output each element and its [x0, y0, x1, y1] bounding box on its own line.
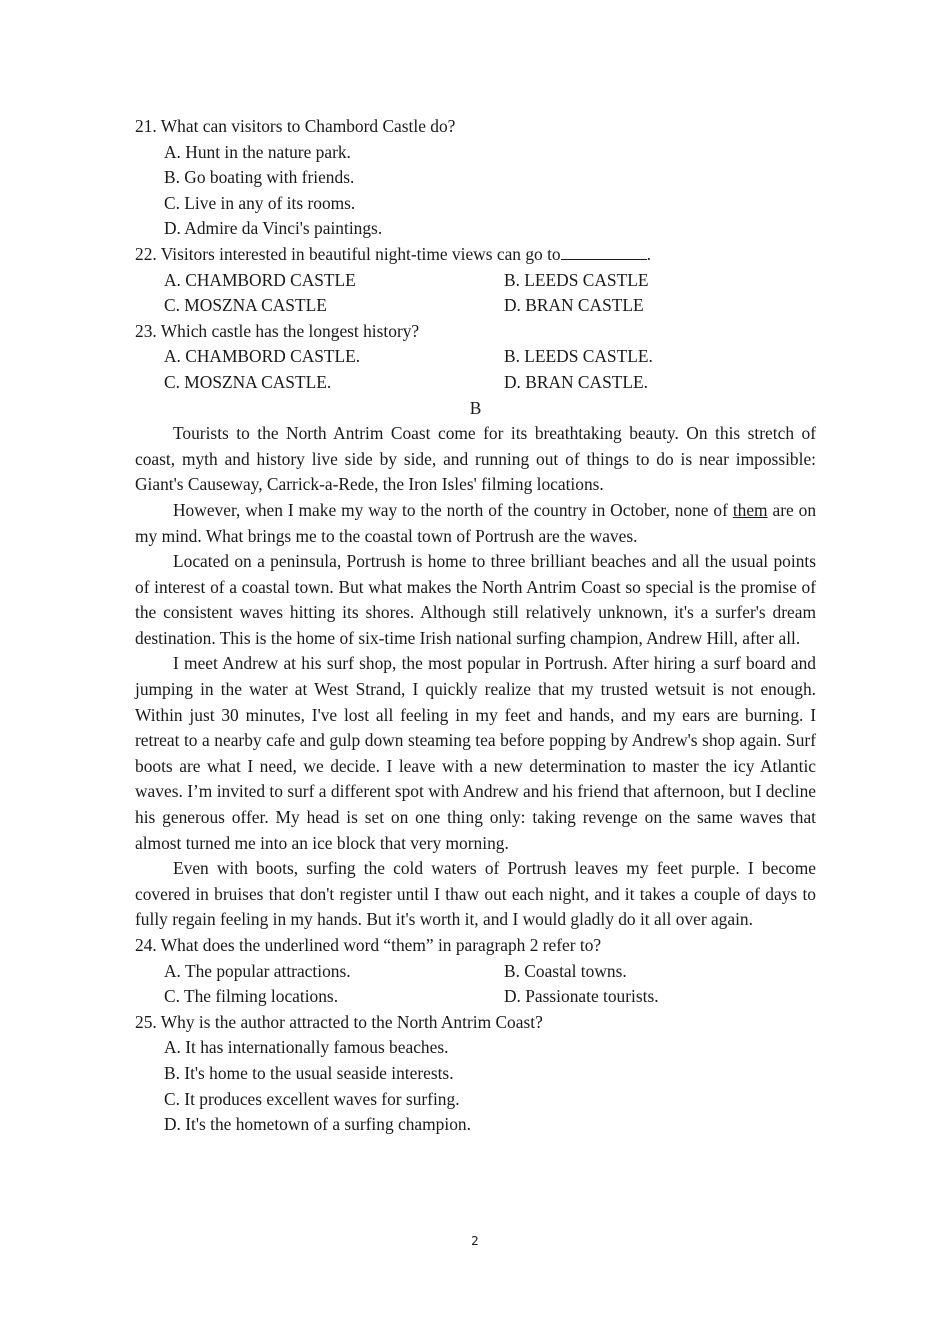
question-23-options-row-2 — [135, 370, 816, 396]
question-21 — [135, 114, 816, 242]
question-21-option-a: A. Hunt in the nature park. — [164, 141, 351, 162]
passage-paragraph-3: Located on a peninsula, Portrush is home to three brilliant beaches and all the usual points of interest of a coastal town. But what makes the North Antrim Coast so special is the promise of the consistent waves hitting its shores. Although still relatively unknown, it's a surfer's dream destination. This is the home of six-time Irish national surfing champion, Andrew Hill, after all. — [135, 551, 816, 648]
question-24-options-row-1 — [135, 959, 816, 985]
question-22-options-row-2 — [135, 293, 816, 319]
passage-b — [135, 396, 816, 933]
paragraph-2-text-end: are on my mind. What brings me to the coastal town of Portrush are the waves. — [135, 499, 817, 546]
question-21-option-d: D. Admire da Vinci's paintings. — [164, 218, 383, 239]
question-22-option-b: B. LEEDS CASTLE — [504, 269, 649, 290]
question-22 — [135, 242, 816, 319]
question-23-option-c: C. MOSZNA CASTLE. — [164, 371, 332, 392]
passage-paragraph-5: Even with boots, surfing the cold waters of Portrush leaves my feet purple. I become covered in bruises that don't register until I thaw out each night, and it takes a couple of days to fully regain feeling in my hands. But it's worth it, and I would gladly do it all over again. — [135, 858, 816, 930]
question-25-option-a: A. It has internationally famous beaches. — [164, 1037, 449, 1058]
question-22-option-d: D. BRAN CASTLE — [504, 295, 644, 316]
answer-blank — [561, 242, 647, 260]
question-23-option-d: D. BRAN CASTLE. — [504, 371, 648, 392]
document-page — [135, 114, 816, 1138]
question-21-stem: 21. What can visitors to Chambord Castle do? — [135, 116, 456, 136]
question-25-option-d: D. It's the hometown of a surfing champion. — [164, 1114, 471, 1135]
question-21-option-b: B. Go boating with friends. — [164, 167, 355, 188]
question-22-option-a: A. CHAMBORD CASTLE — [164, 269, 356, 290]
question-22-stem: 22. Visitors interested in beautiful night-time views can go to — [135, 243, 561, 264]
question-24-option-a: A. The popular attractions. — [164, 960, 351, 981]
question-22-options-row-1 — [135, 268, 816, 294]
question-24-option-b: B. Coastal towns. — [504, 960, 627, 981]
question-24-options-row-2 — [135, 984, 816, 1010]
section-label: B — [469, 397, 482, 418]
passage-paragraph-2 — [135, 498, 816, 549]
question-23-options-row-1 — [135, 344, 816, 370]
question-23-stem: 23. Which castle has the longest history? — [135, 320, 420, 341]
question-22-stem-line — [135, 242, 816, 268]
question-22-option-c: C. MOSZNA CASTLE — [164, 295, 327, 316]
question-24 — [135, 933, 816, 1010]
question-22-stem-end: . — [646, 243, 651, 264]
question-23-option-b: B. LEEDS CASTLE. — [504, 346, 653, 367]
question-25-option-b: B. It's home to the usual seaside interests. — [164, 1062, 454, 1083]
question-25 — [135, 1010, 816, 1138]
passage-paragraph-1: Tourists to the North Antrim Coast come for its breathtaking beauty. On this stretch of coast, myth and history live side by side, and running out of things to do is near impossible: Giant's Causeway, Carrick-a-Rede, the Iron Isles' filming locations. — [135, 423, 816, 495]
question-25-option-c: C. It produces excellent waves for surfing. — [164, 1088, 460, 1109]
paragraph-2-text-start: However, when I make my way to the north of the country in October, none of — [173, 499, 728, 520]
underlined-word: them — [732, 499, 768, 520]
question-23-option-a: A. CHAMBORD CASTLE. — [164, 346, 361, 367]
question-24-stem: 24. What does the underlined word “them” in paragraph 2 refer to? — [135, 935, 602, 955]
question-24-option-d: D. Passionate tourists. — [504, 986, 659, 1007]
question-21-option-c: C. Live in any of its rooms. — [164, 192, 356, 213]
question-24-option-c: C. The filming locations. — [164, 986, 339, 1007]
passage-paragraph-4: I meet Andrew at his surf shop, the most popular in Portrush. After hiring a surf board and jumping in the water at West Strand, I quickly realize that my trusted wetsuit is not enough. Within just 30 minutes, I've lost all feeling in my feet and hands, and my ears are burning. I retreat to a nearby cafe and gulp down steaming tea before popping by Andrew's shop again. Surf boots are what I need, we decide. I leave with a new determination to master the icy Atlantic waves. I’m invited to surf a different spot with Andrew and his friend that afternoon, but I decline his generous offer. My head is set on one thing only: taking revenge on the same waves that almost turned me into an ice block that very morning. — [135, 653, 816, 853]
page-number: 2 — [471, 1234, 479, 1248]
question-23 — [135, 319, 816, 396]
question-25-stem: 25. Why is the author attracted to the North Antrim Coast? — [135, 1011, 543, 1032]
